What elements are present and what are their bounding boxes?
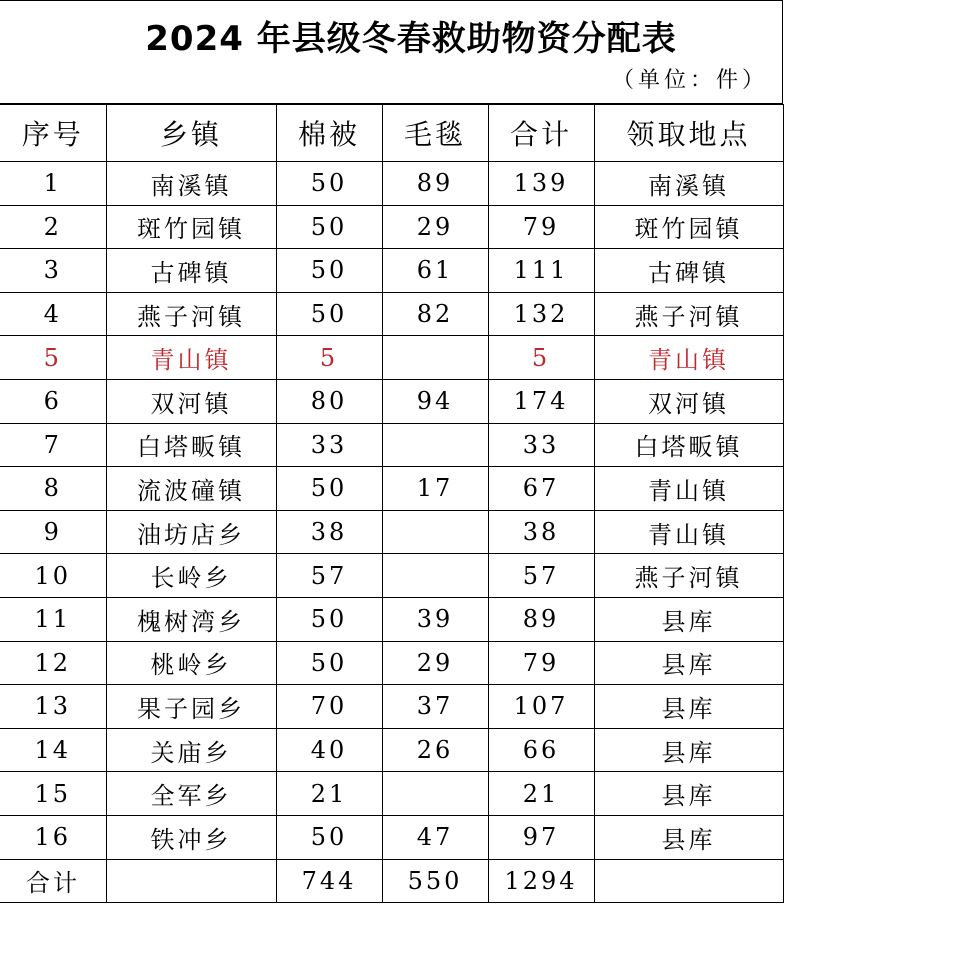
cell-blanket: 89 (382, 162, 488, 206)
cell-pickup: 青山镇 (594, 336, 783, 380)
cell-quilt: 50 (276, 162, 382, 206)
cell-pickup: 县库 (594, 597, 783, 641)
cell-no: 16 (0, 815, 106, 859)
cell-pickup: 南溪镇 (594, 162, 783, 206)
table-row (0, 510, 783, 554)
cell-total: 107 (488, 685, 594, 729)
cell-blanket (382, 772, 488, 816)
cell-town: 长岭乡 (106, 554, 276, 598)
header-row (0, 105, 783, 162)
cell-quilt: 57 (276, 554, 382, 598)
cell-total: 111 (488, 249, 594, 293)
table-row (0, 467, 783, 511)
cell-no: 10 (0, 554, 106, 598)
cell-quilt: 38 (276, 510, 382, 554)
cell-no: 7 (0, 423, 106, 467)
table-row (0, 641, 783, 685)
cell-pickup: 燕子河镇 (594, 292, 783, 336)
totals-row (0, 859, 783, 902)
cell-pickup: 青山镇 (594, 467, 783, 511)
cell-town: 关庙乡 (106, 728, 276, 772)
cell-no: 9 (0, 510, 106, 554)
cell-total: 57 (488, 554, 594, 598)
cell-total: 5 (488, 336, 594, 380)
table-row (0, 597, 783, 641)
cell-quilt: 50 (276, 815, 382, 859)
table-row (0, 554, 783, 598)
table-body (0, 162, 783, 860)
table-row (0, 292, 783, 336)
header-cell-pickup: 领取地点 (594, 105, 783, 162)
cell-no: 11 (0, 597, 106, 641)
cell-quilt: 70 (276, 685, 382, 729)
table-row (0, 162, 783, 206)
cell-quilt: 50 (276, 249, 382, 293)
table-row (0, 249, 783, 293)
cell-blanket (382, 423, 488, 467)
header-cell-blanket: 毛毯 (382, 105, 488, 162)
cell-quilt: 5 (276, 336, 382, 380)
table-row (0, 685, 783, 729)
table-row (0, 815, 783, 859)
cell-town: 南溪镇 (106, 162, 276, 206)
cell-blanket: 61 (382, 249, 488, 293)
cell-town: 流波䃥镇 (106, 467, 276, 511)
cell-blanket: 82 (382, 292, 488, 336)
cell-quilt: 33 (276, 423, 382, 467)
cell-town: 双河镇 (106, 379, 276, 423)
cell-no: 13 (0, 685, 106, 729)
cell-no: 15 (0, 772, 106, 816)
header-cell-quilt: 棉被 (276, 105, 382, 162)
cell-pickup: 青山镇 (594, 510, 783, 554)
table-row (0, 205, 783, 249)
cell-blanket: 17 (382, 467, 488, 511)
cell-pickup: 县库 (594, 728, 783, 772)
table-row (0, 423, 783, 467)
cell-total: 21 (488, 772, 594, 816)
allocation-table (0, 104, 784, 903)
cell-total: 67 (488, 467, 594, 511)
cell-town: 古碑镇 (106, 249, 276, 293)
cell-town: 油坊店乡 (106, 510, 276, 554)
header-cell-no: 序号 (0, 105, 106, 162)
cell-no: 1 (0, 162, 106, 206)
cell-quilt: 80 (276, 379, 382, 423)
cell-pickup: 古碑镇 (594, 249, 783, 293)
cell-town: 桃岭乡 (106, 641, 276, 685)
cell-total: 132 (488, 292, 594, 336)
cell-blanket: 26 (382, 728, 488, 772)
cell-blanket: 39 (382, 597, 488, 641)
totals-blanket: 550 (382, 859, 488, 902)
cell-quilt: 50 (276, 597, 382, 641)
totals-label: 合计 (0, 859, 106, 902)
cell-total: 174 (488, 379, 594, 423)
totals-total: 1294 (488, 859, 594, 902)
cell-quilt: 50 (276, 467, 382, 511)
header-cell-town: 乡镇 (106, 105, 276, 162)
cell-blanket (382, 510, 488, 554)
cell-pickup: 县库 (594, 772, 783, 816)
cell-quilt: 50 (276, 292, 382, 336)
cell-blanket (382, 336, 488, 380)
cell-blanket: 37 (382, 685, 488, 729)
cell-town: 斑竹园镇 (106, 205, 276, 249)
header-cell-total: 合计 (488, 105, 594, 162)
cell-no: 8 (0, 467, 106, 511)
cell-town: 槐树湾乡 (106, 597, 276, 641)
cell-no: 5 (0, 336, 106, 380)
cell-town: 白塔畈镇 (106, 423, 276, 467)
cell-quilt: 50 (276, 205, 382, 249)
sheet-title: 2024 年县级冬春救助物资分配表 (145, 19, 677, 59)
cell-town: 果子园乡 (106, 685, 276, 729)
cell-pickup: 县库 (594, 815, 783, 859)
cell-blanket (382, 554, 488, 598)
cell-no: 6 (0, 379, 106, 423)
cell-pickup: 县库 (594, 641, 783, 685)
cell-town: 全军乡 (106, 772, 276, 816)
totals-town (106, 859, 276, 902)
cell-town: 青山镇 (106, 336, 276, 380)
cell-no: 2 (0, 205, 106, 249)
cell-pickup: 双河镇 (594, 379, 783, 423)
table-row (0, 379, 783, 423)
cell-total: 139 (488, 162, 594, 206)
unit-note: （单位：件） (611, 68, 768, 93)
totals-quilt: 744 (276, 859, 382, 902)
cell-total: 79 (488, 205, 594, 249)
cell-no: 14 (0, 728, 106, 772)
cell-quilt: 40 (276, 728, 382, 772)
cell-blanket: 29 (382, 641, 488, 685)
cell-blanket: 94 (382, 379, 488, 423)
cell-quilt: 21 (276, 772, 382, 816)
cell-blanket: 47 (382, 815, 488, 859)
cell-total: 79 (488, 641, 594, 685)
cell-total: 38 (488, 510, 594, 554)
table-row (0, 772, 783, 816)
cell-pickup: 斑竹园镇 (594, 205, 783, 249)
cell-town: 铁冲乡 (106, 815, 276, 859)
cell-pickup: 燕子河镇 (594, 554, 783, 598)
title-block (0, 0, 783, 104)
cell-total: 97 (488, 815, 594, 859)
cell-total: 89 (488, 597, 594, 641)
cell-total: 66 (488, 728, 594, 772)
cell-town: 燕子河镇 (106, 292, 276, 336)
table-row (0, 728, 783, 772)
cell-no: 4 (0, 292, 106, 336)
cell-no: 12 (0, 641, 106, 685)
table-row (0, 336, 783, 380)
cell-quilt: 50 (276, 641, 382, 685)
totals-pickup (594, 859, 783, 902)
cell-blanket: 29 (382, 205, 488, 249)
cell-total: 33 (488, 423, 594, 467)
cell-no: 3 (0, 249, 106, 293)
cell-pickup: 白塔畈镇 (594, 423, 783, 467)
cell-pickup: 县库 (594, 685, 783, 729)
